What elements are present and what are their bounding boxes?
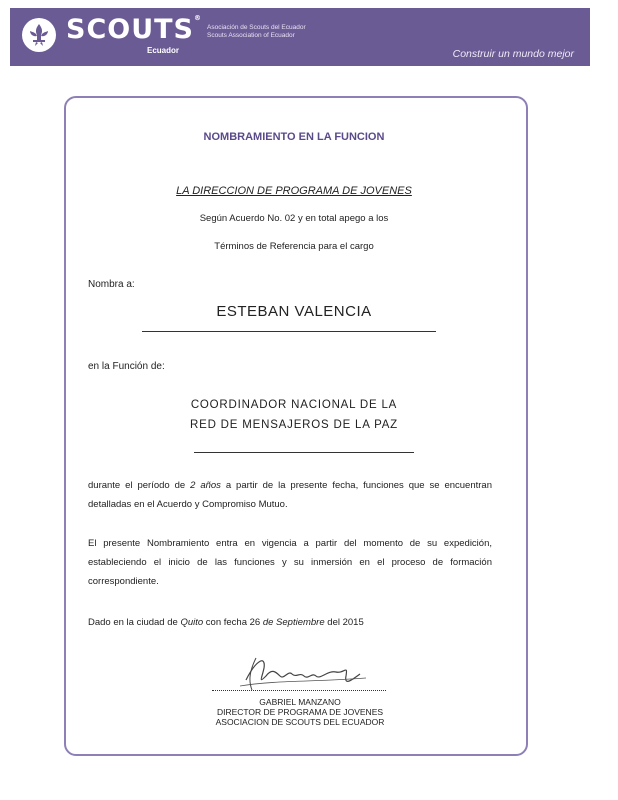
- appoints-label: Nombra a:: [88, 279, 135, 290]
- signer-organization: ASOCIACION DE SCOUTS DEL ECUADOR: [215, 717, 385, 727]
- letterhead-banner: [10, 8, 590, 66]
- fleur-de-lis-icon: [22, 18, 56, 52]
- signature-line: [212, 690, 386, 691]
- period-value: 2 años: [190, 480, 221, 491]
- association-names: [207, 24, 306, 40]
- issuer-heading: LA DIRECCION DE PROGRAMA DE JOVENES: [176, 185, 412, 197]
- period-paragraph: [88, 476, 492, 514]
- name-underline: [142, 331, 436, 332]
- appointee-name: ESTEBAN VALENCIA: [216, 303, 372, 320]
- association-name-en: Scouts Association of Ecuador: [207, 32, 295, 39]
- city: Quito: [180, 617, 204, 628]
- month: de Septiembre: [262, 617, 325, 628]
- role-line-1: COORDINADOR NACIONAL DE LA: [190, 399, 398, 411]
- date-text-b: con fecha 26: [203, 617, 263, 628]
- scouts-logo: [22, 18, 56, 52]
- brand-country: Ecuador: [147, 46, 180, 55]
- brand-name: SCOUTS®: [66, 14, 203, 45]
- validity-paragraph: El presente Nombramiento entra en vigencia a partir del momento de su expedición, estableciendo el inicio de las funciones y su inmersión en el proceso de formación correspondiente.: [88, 538, 492, 587]
- tagline: Construir un mundo mejor: [452, 48, 574, 60]
- role-underline: [194, 452, 414, 453]
- function-label: en la Función de:: [88, 361, 165, 372]
- date-paragraph: [88, 613, 492, 632]
- role-line-2: RED DE MENSAJEROS DE LA PAZ: [190, 419, 398, 431]
- terms-line: Términos de Referencia para el cargo: [214, 241, 374, 252]
- signer-position: DIRECTOR DE PROGRAMA DE JOVENES: [216, 707, 384, 717]
- date-text-a: Dado en la ciudad de: [88, 617, 181, 628]
- association-name-es: Asociación de Scouts del Ecuador: [207, 24, 306, 31]
- handwritten-signature: [236, 650, 376, 695]
- document-title: NOMBRAMIENTO EN LA FUNCION: [203, 131, 385, 143]
- period-text-b: a partir de la presente fecha, funciones que se encuentran detalladas en el Acuerdo y Compromiso Mutuo.: [88, 480, 492, 510]
- signer-name: GABRIEL MANZANO: [259, 697, 341, 707]
- agreement-line: Según Acuerdo No. 02 y en total apego a los: [199, 213, 389, 224]
- period-text-a: durante el período de: [88, 480, 191, 491]
- date-text-c: del 2015: [324, 617, 364, 628]
